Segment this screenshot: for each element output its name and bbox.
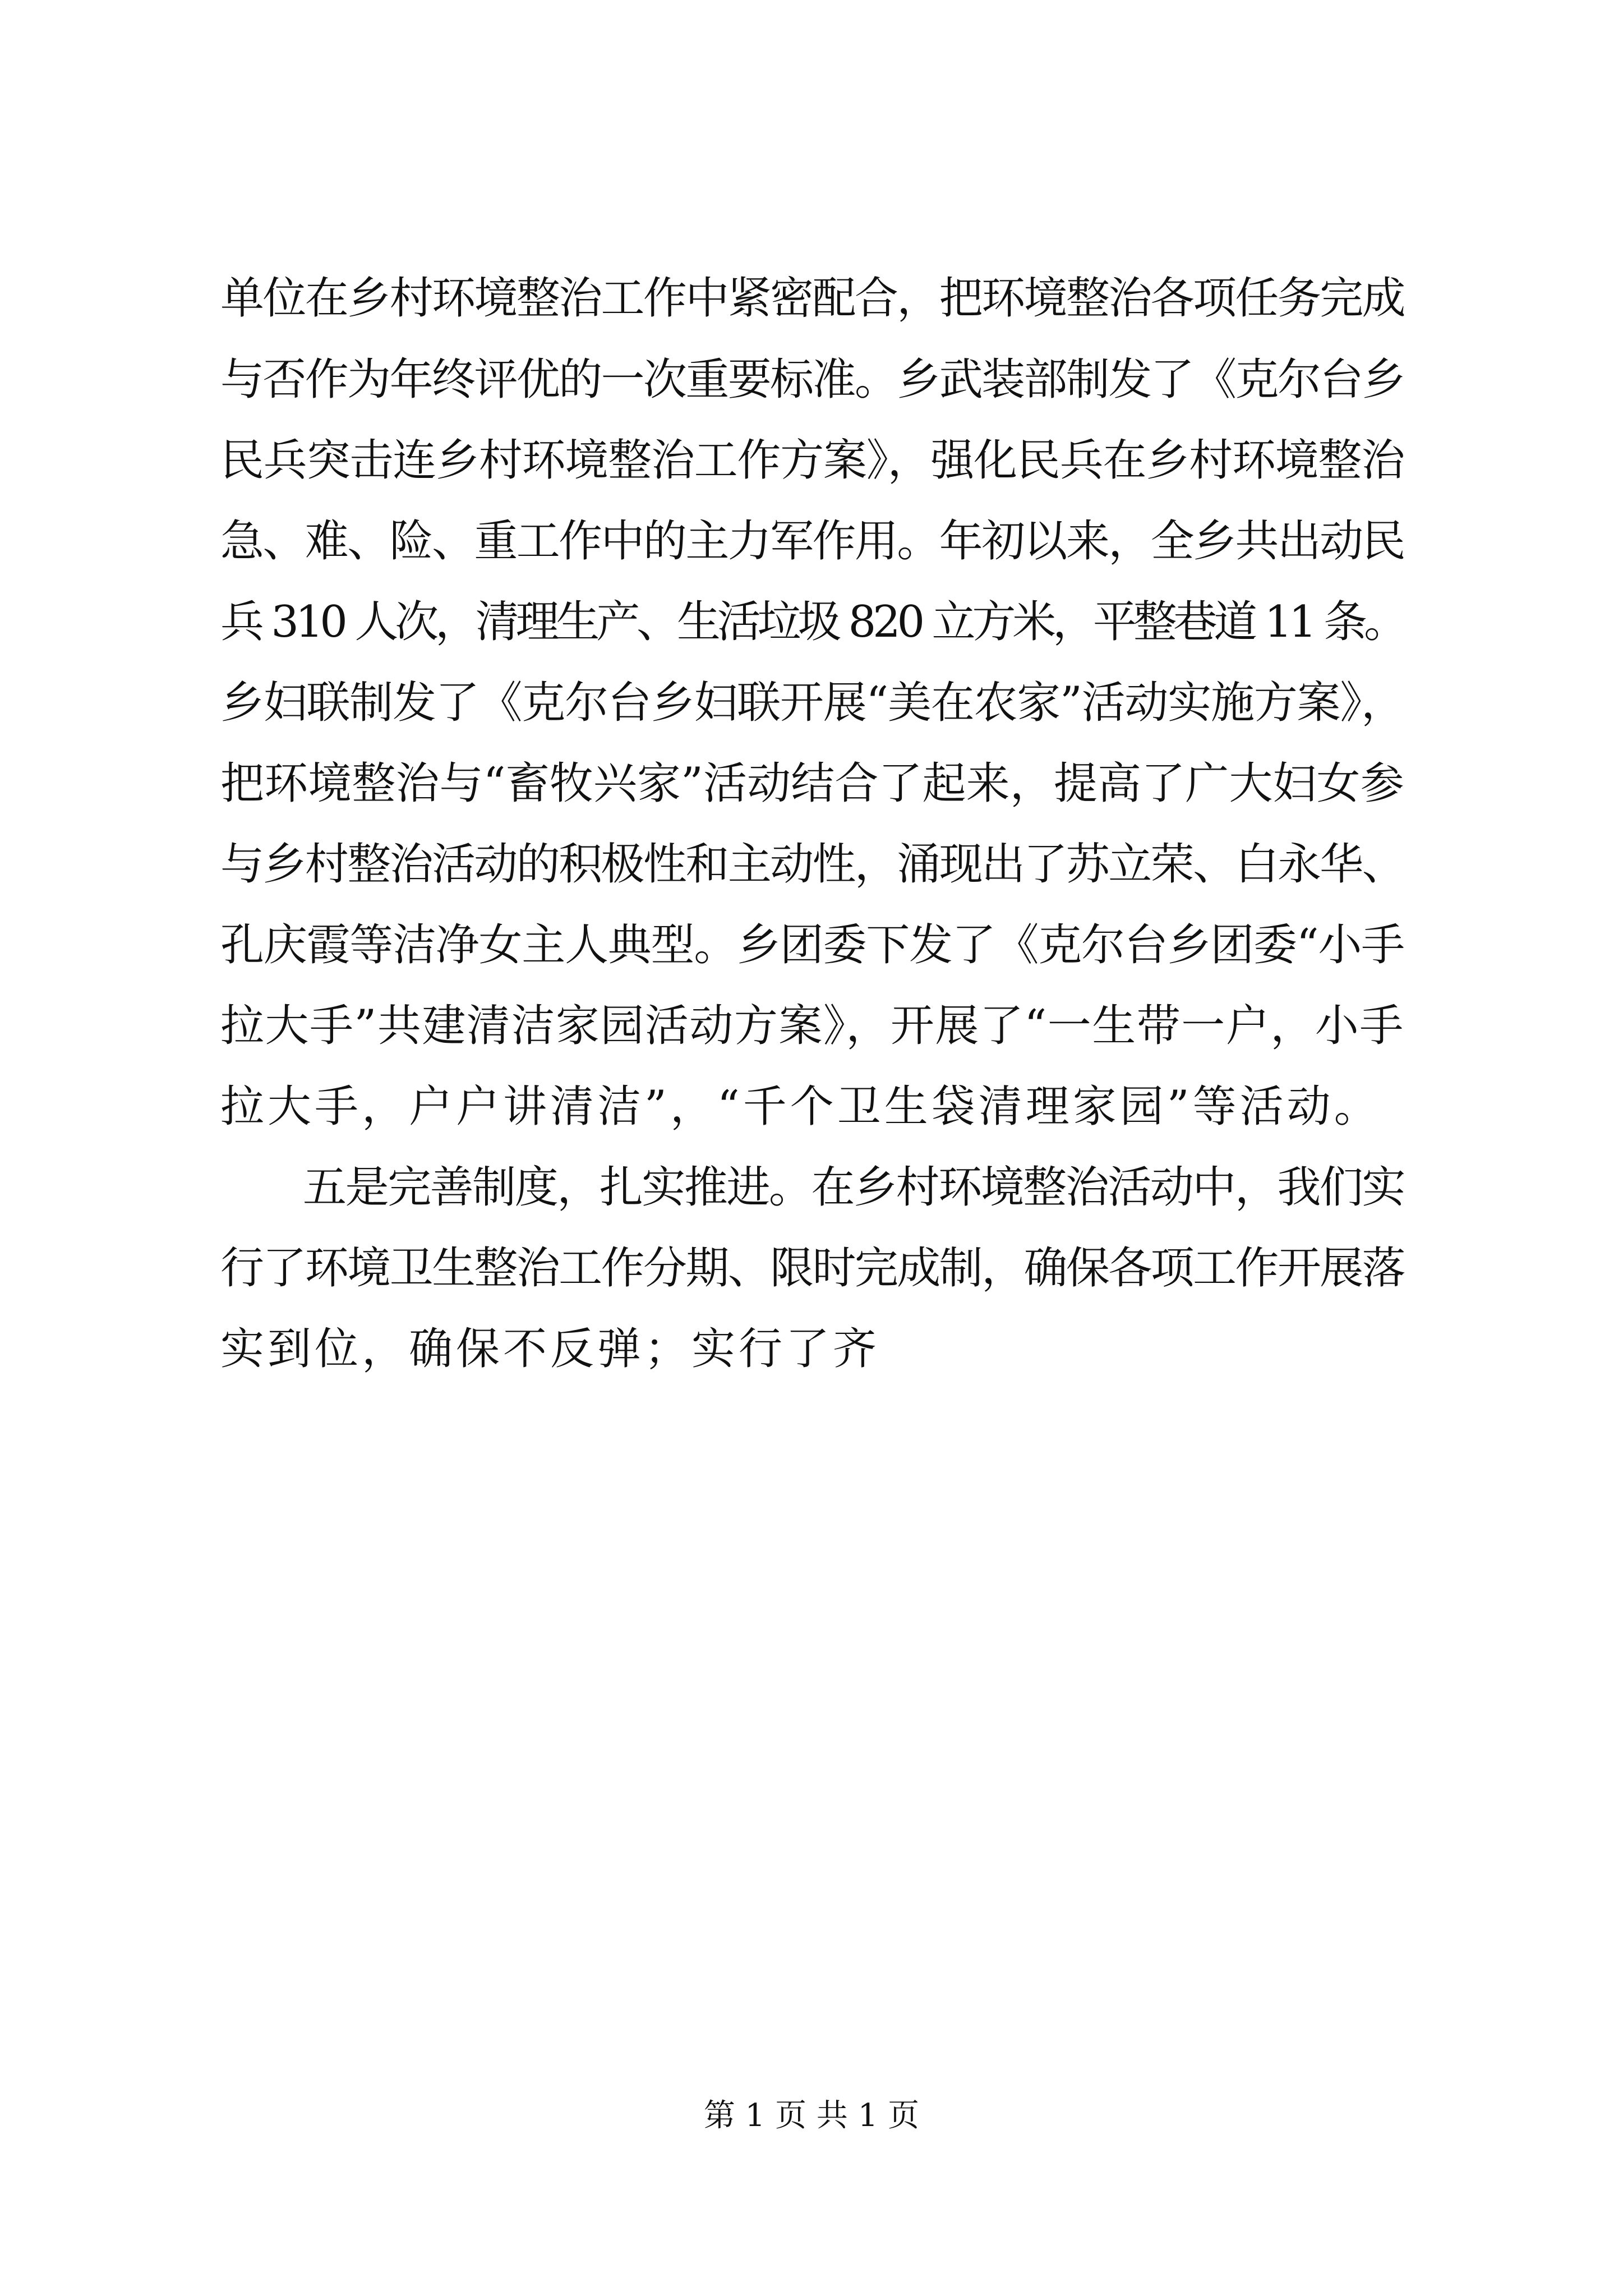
text-line-4: 急、难、险、重工作中的主力军作用。年初以来，全乡共出动民	[220, 516, 1405, 567]
text-line-9: 孔庆霞等洁净女主人典型。乡团委下发了《克尔台乡团委“小手	[220, 920, 1404, 970]
page-number-footer: 第 1 页 共 1 页	[703, 2097, 920, 2134]
text-line-3: 民兵突击连乡村环境整治工作方案》，强化民兵在乡村环境整治	[220, 435, 1405, 486]
text-line-10: 拉大手”共建清洁家园活动方案》，开展了“一生带一户，小手	[220, 1001, 1404, 1051]
text-line-12: 五是完善制度，扎实推进。在乡村环境整治活动中，我们实	[303, 1162, 1405, 1213]
text-line-11: 拉大手，户户讲清洁”，“千个卫生袋清理家园”等活动。	[220, 1082, 1381, 1132]
text-line-13: 行了环境卫生整治工作分期、限时完成制，确保各项工作开展落	[220, 1243, 1405, 1294]
text-line-14: 实到位，确保不反弹；实行了齐	[220, 1324, 880, 1374]
text-line-7: 把环境整治与“畜牧兴家”活动结合了起来，提高了广大妇女参	[220, 758, 1404, 809]
text-line-5: 兵 310 人次，清理生产、生活垃圾 820 立方米，平整巷道 11 条。	[220, 597, 1404, 647]
text-line-2: 与否作为年终评优的一次重要标准。乡武装部制发了《克尔台乡	[220, 355, 1405, 405]
text-line-6: 乡妇联制发了《克尔台乡妇联开展“美在农家”活动实施方案》，	[220, 678, 1404, 728]
text-line-1: 单位在乡村环境整治工作中紧密配合，把环境整治各项任务完成	[220, 273, 1405, 324]
text-line-8: 与乡村整治活动的积极性和主动性，涌现出了苏立荣、白永华、	[220, 839, 1405, 890]
